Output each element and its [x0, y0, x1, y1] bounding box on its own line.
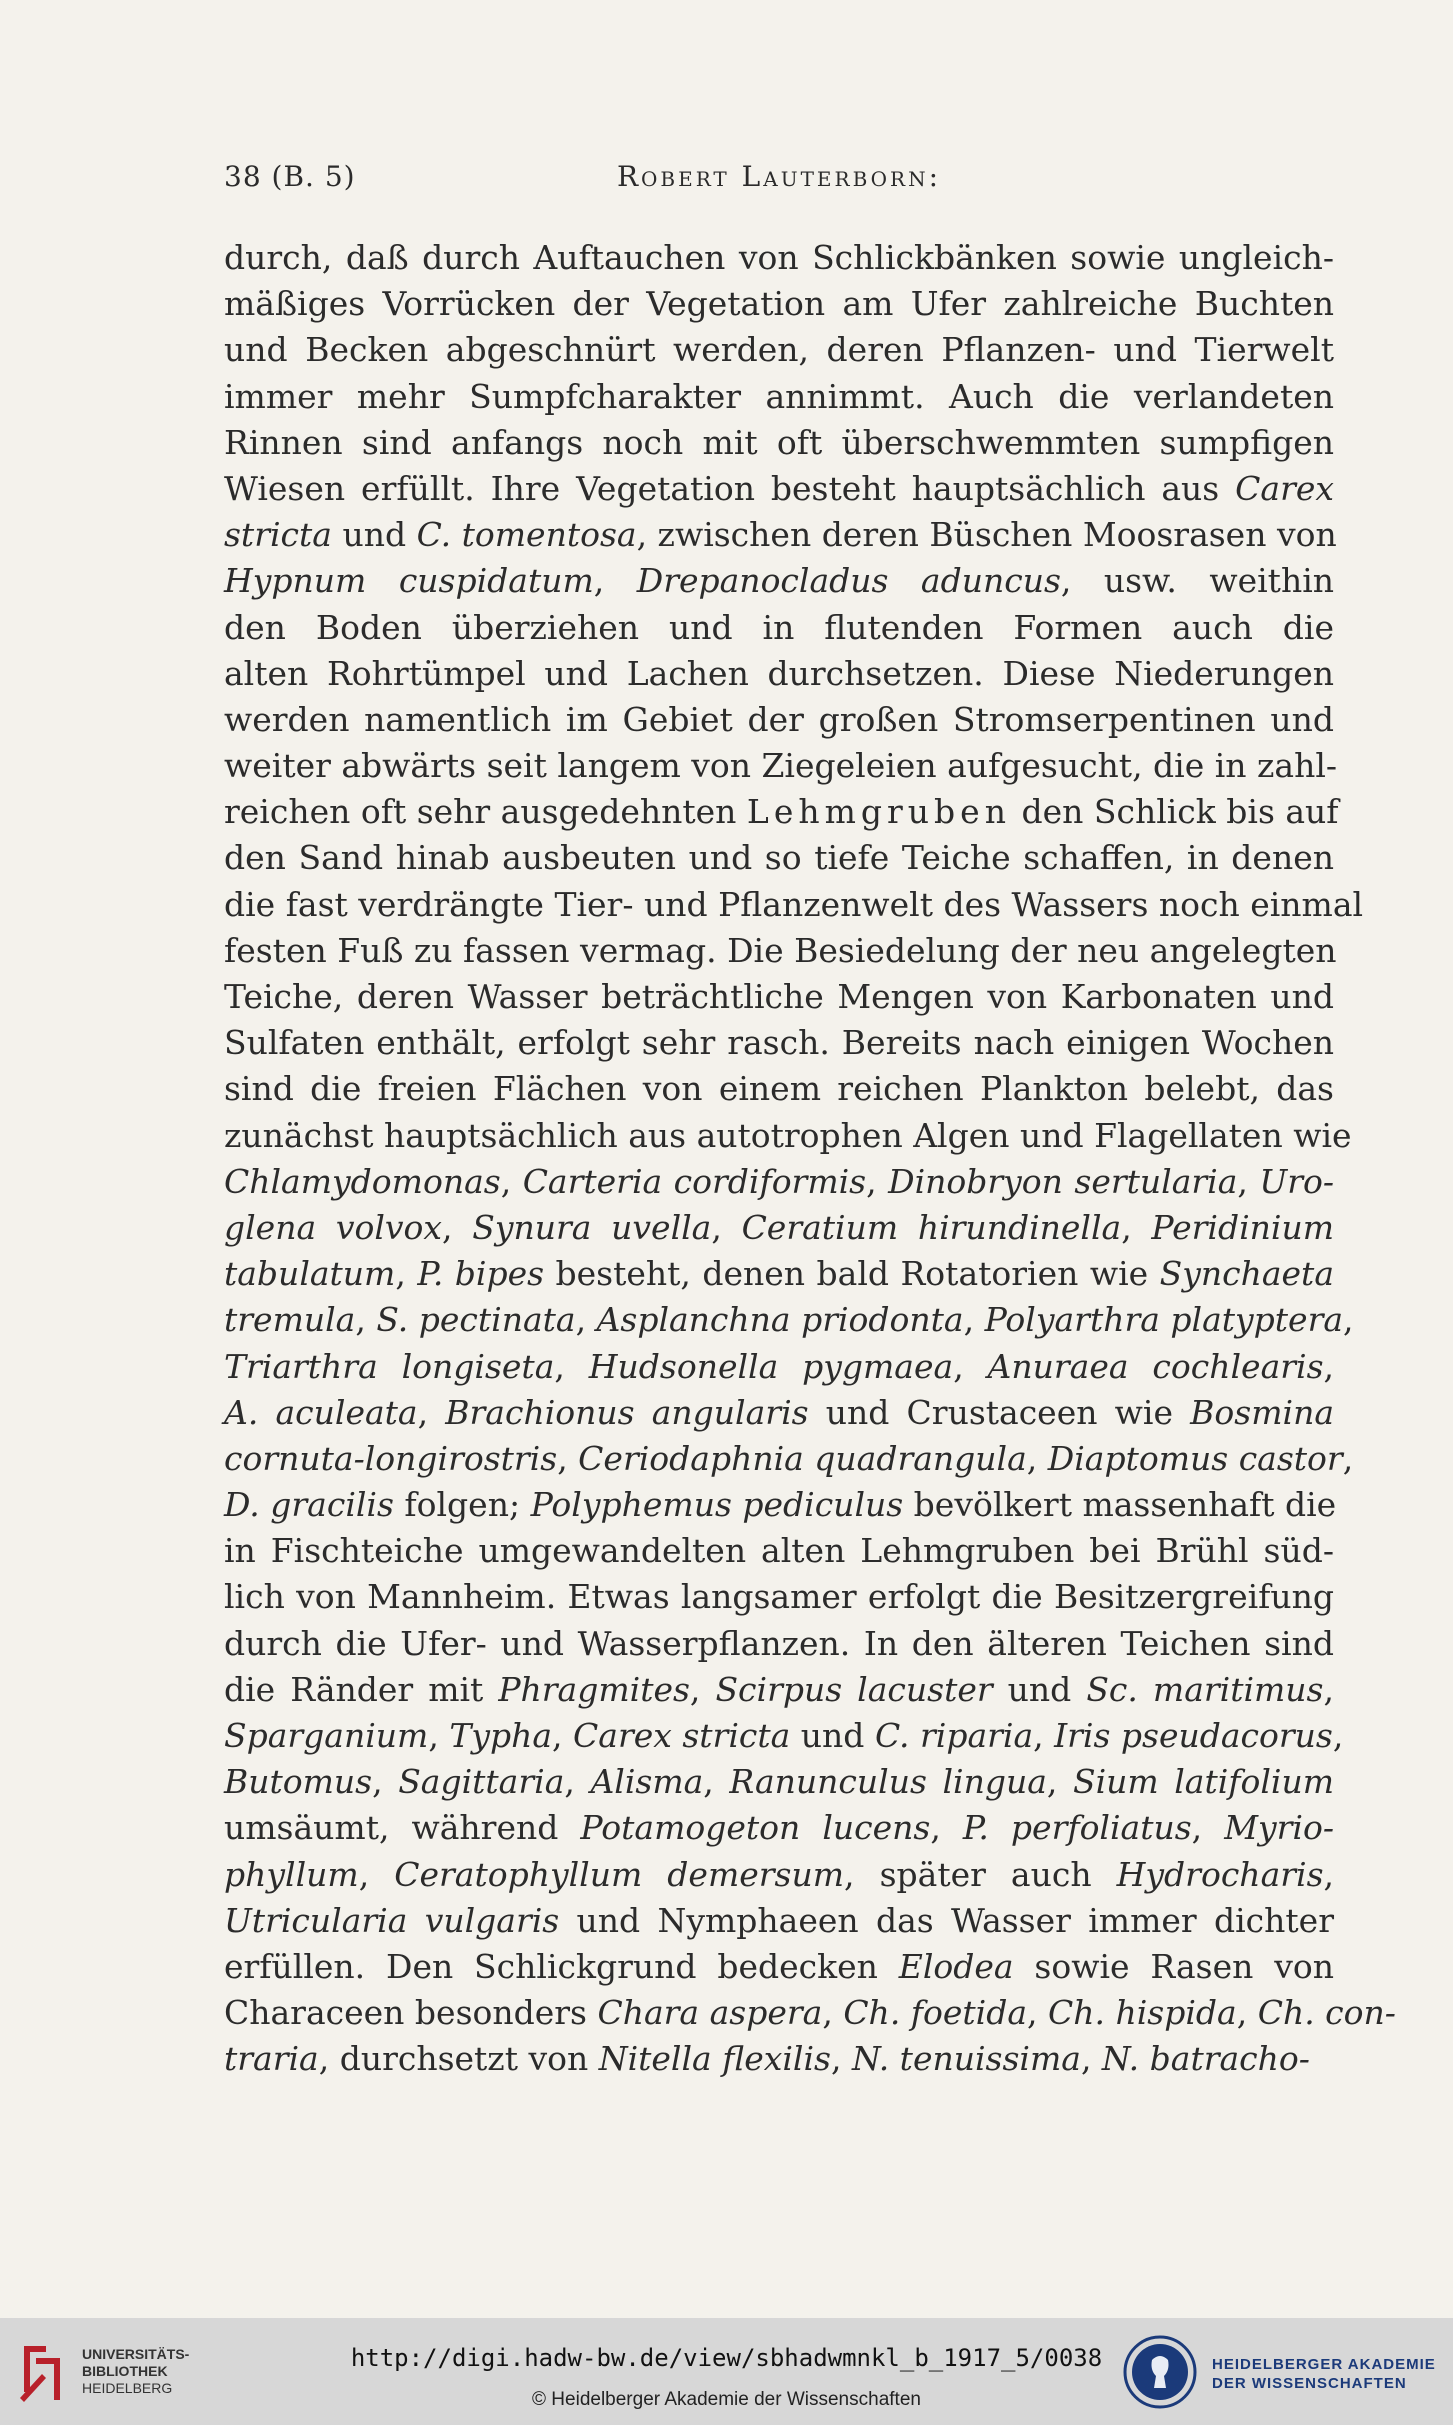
text-run: die fast verdrängte Tier- und Pflanzenwelt des Wassers noch einmal — [224, 884, 1364, 924]
text-run: , — [1191, 1808, 1225, 1848]
italic-species-name: Hydrocharis — [1116, 1854, 1324, 1894]
text-line — [224, 1944, 1334, 1990]
italic-species-name: S. pectinata — [376, 1300, 576, 1340]
text-run: , — [822, 1993, 844, 2033]
text-run: immer mehr Sumpfcharakter annimmt. Auch die verlandeten — [224, 376, 1334, 416]
italic-species-name: Brachionus angularis — [445, 1392, 809, 1432]
italic-species-name: Sc. maritimus — [1086, 1669, 1324, 1709]
italic-species-name: Ceratium hirundinella — [741, 1207, 1122, 1247]
text-line — [224, 1759, 1334, 1805]
text-line — [224, 1482, 1337, 1528]
italic-species-name: Peridinium — [1151, 1207, 1335, 1247]
italic-species-name: Hypnum cuspidatum — [224, 561, 594, 601]
text-line — [224, 789, 1339, 835]
text-run: , — [395, 1254, 418, 1294]
text-line — [224, 1436, 1354, 1482]
text-run: festen Fuß zu fassen vermag. Die Besiedelung der neu angelegten — [224, 930, 1337, 970]
text-line — [224, 605, 1334, 651]
text-line — [224, 420, 1334, 466]
text-run: , — [358, 1854, 395, 1894]
text-line — [224, 1713, 1344, 1759]
text-line — [224, 1205, 1334, 1251]
text-run: , — [1026, 1438, 1048, 1478]
text-run: , später auch — [844, 1854, 1117, 1894]
italic-species-name: Synura uvella — [472, 1207, 712, 1247]
text-run: den Boden überziehen und in flutenden Formen auch die — [224, 607, 1334, 647]
text-line — [224, 1344, 1334, 1390]
text-line — [224, 651, 1334, 697]
italic-species-name: phyllum — [224, 1854, 359, 1894]
text-line — [224, 466, 1334, 512]
italic-species-name: cornuta-longirostris — [224, 1438, 558, 1478]
text-line — [224, 281, 1334, 327]
text-line — [224, 1297, 1354, 1343]
text-line — [224, 1852, 1334, 1898]
text-run: , — [711, 1207, 742, 1247]
text-run: , — [1323, 1669, 1334, 1709]
spaced-emphasis: Lehmgruben — [746, 792, 1011, 832]
text-run: , — [953, 1346, 988, 1386]
italic-species-name: Sium latifolium — [1072, 1762, 1335, 1802]
text-run: , — [1332, 1716, 1344, 1755]
text-run: , — [500, 1161, 523, 1201]
text-run: , — [355, 1300, 377, 1340]
italic-species-name: Carteria cordiformis — [522, 1161, 867, 1201]
text-run: weiter abwärts seit langem von Ziegeleien aufgesucht, die in zahl- — [224, 746, 1338, 786]
academy-name — [1212, 2355, 1436, 2393]
italic-species-name: Polyphemus pediculus — [530, 1485, 904, 1525]
text-line — [224, 1621, 1334, 1667]
text-run: , — [1323, 1346, 1335, 1386]
italic-species-name: Triarthra longiseta — [224, 1346, 555, 1386]
italic-species-name: Carex — [1235, 468, 1334, 508]
text-line — [224, 974, 1334, 1020]
text-run: , — [1343, 1300, 1354, 1340]
text-run: , — [1236, 1993, 1258, 2033]
text-line — [224, 327, 1334, 373]
text-line — [224, 1574, 1334, 1620]
text-run: , — [689, 1669, 716, 1709]
text-run: und — [992, 1669, 1087, 1709]
text-run: , — [1027, 1993, 1049, 2033]
permalink-url[interactable]: http://digi.hadw-bw.de/view/sbhadwmnkl_b_1917_5/0038 — [350, 2344, 1103, 2372]
text-run: Teiche, deren Wasser beträchtliche Mengen von Karbonaten und — [224, 977, 1334, 1016]
text-line — [224, 1020, 1334, 1066]
text-run: , durchsetzt von — [318, 2039, 599, 2079]
text-run: , — [428, 1716, 450, 1755]
text-line — [224, 1528, 1334, 1574]
text-run: mäßiges Vorrücken der Vegetation am Ufer zahlreiche Buchten — [224, 284, 1334, 324]
text-run: , — [703, 1762, 730, 1802]
italic-species-name: Diaptomus castor — [1047, 1438, 1343, 1478]
italic-species-name: Dinobryon sertularia — [888, 1161, 1238, 1201]
italic-species-name: P. perfoliatus — [962, 1808, 1192, 1848]
text-run: Characeen besonders — [224, 1993, 598, 2033]
italic-species-name: Ceriodaphnia quadrangula — [578, 1438, 1027, 1478]
text-line — [224, 743, 1338, 789]
text-run: , usw. weithin — [1060, 561, 1334, 601]
text-run: den Schlick bis auf — [1010, 792, 1339, 832]
italic-species-name: Alisma — [590, 1762, 704, 1802]
academy-seal-icon — [1122, 2334, 1198, 2410]
text-line — [224, 558, 1334, 604]
text-run: in Fischteiche umgewandelten alten Lehmgruben bei Brühl süd- — [224, 1531, 1334, 1571]
text-run: folgen; — [393, 1485, 531, 1525]
italic-species-name: traria — [224, 2039, 319, 2079]
italic-species-name: Butomus — [224, 1762, 373, 1802]
text-run: , — [830, 2039, 852, 2079]
text-line — [224, 374, 1334, 420]
text-run: , — [866, 1161, 889, 1201]
library-name-line: BIBLIOTHEK — [82, 2363, 168, 2379]
text-run: erfüllen. Den Schlickgrund bedecken — [224, 1946, 899, 1986]
italic-species-name: Iris pseudacorus — [1054, 1716, 1333, 1755]
text-run: , — [930, 1808, 963, 1848]
italic-species-name: Scirpus lacuster — [715, 1669, 993, 1709]
text-run: , — [1323, 1854, 1335, 1894]
page-number: 38 (B. 5) — [224, 160, 356, 193]
italic-species-name: tremula — [224, 1300, 356, 1340]
running-head — [224, 160, 1334, 200]
text-line — [224, 1898, 1334, 1944]
text-run: sowie Rasen von — [1013, 1946, 1334, 1986]
text-run: , — [442, 1207, 473, 1247]
italic-species-name: Carex stricta — [573, 1716, 791, 1755]
library-name-line: HEIDELBERG — [82, 2380, 173, 2396]
text-run: Wiesen erfüllt. Ihre Vegetation besteht hauptsächlich aus — [224, 468, 1236, 508]
text-run: , — [372, 1762, 399, 1802]
text-run: , — [564, 1762, 591, 1802]
text-line — [224, 512, 1337, 558]
italic-species-name: Typha — [449, 1716, 553, 1755]
italic-species-name: Ch. con- — [1257, 1993, 1396, 2033]
text-line — [224, 235, 1334, 281]
text-run: durch die Ufer- und Wasserpflanzen. In den älteren Teichen sind — [224, 1623, 1334, 1663]
text-line — [224, 1066, 1334, 1112]
text-run: den Sand hinab ausbeuten und so tiefe Teiche schaffen, in denen — [224, 838, 1334, 878]
text-run: , — [1033, 1716, 1055, 1755]
italic-species-name: Chlamydomonas — [224, 1161, 501, 1201]
text-line — [224, 835, 1334, 881]
italic-species-name: P. bipes — [417, 1254, 545, 1294]
text-run: werden namentlich im Gebiet der großen Stromserpentinen und — [224, 699, 1334, 739]
italic-species-name: C. riparia — [874, 1716, 1034, 1755]
italic-species-name: Potamogeton lucens — [580, 1808, 931, 1848]
italic-species-name: A. aculeata — [224, 1392, 418, 1432]
text-run: sind die freien Flächen von einem reichen Plankton belebt, das — [224, 1069, 1334, 1109]
italic-species-name: Hudsonella pygmaea — [588, 1346, 954, 1386]
italic-species-name: Elodea — [898, 1946, 1014, 1986]
italic-species-name: N. batracho- — [1101, 2039, 1310, 2079]
italic-species-name: Drepanocladus aduncus — [636, 561, 1061, 601]
italic-species-name: stricta — [224, 515, 332, 555]
text-line — [224, 1805, 1334, 1851]
text-run: und Crustaceen wie — [808, 1392, 1191, 1432]
italic-species-name: C. tomentosa — [416, 515, 637, 555]
italic-species-name: Synchaeta — [1159, 1254, 1334, 1294]
academy-name-line: DER WISSENSCHAFTEN — [1212, 2375, 1407, 2392]
body-text — [224, 235, 1396, 2083]
footer-bar — [0, 2318, 1453, 2425]
italic-species-name: Sagittaria — [398, 1762, 565, 1802]
text-run: , — [1121, 1207, 1152, 1247]
text-run: Sulfaten enthält, erfolgt sehr rasch. Bereits nach einigen Wochen — [224, 1023, 1334, 1063]
text-line — [224, 882, 1364, 928]
italic-species-name: Sparganium — [224, 1716, 429, 1755]
italic-species-name: Uro- — [1259, 1161, 1335, 1201]
text-line — [224, 1667, 1334, 1713]
italic-species-name: Nitella flexilis — [598, 2039, 831, 2079]
text-line — [224, 697, 1334, 743]
text-run: , — [575, 1300, 597, 1340]
text-run: , — [593, 561, 637, 601]
text-run: , — [1342, 1438, 1354, 1478]
italic-species-name: tabulatum — [224, 1254, 396, 1294]
text-line — [224, 1390, 1334, 1436]
text-run: umsäumt, während — [224, 1808, 581, 1848]
text-run: die Ränder mit — [224, 1669, 499, 1709]
text-run: zunächst hauptsächlich aus autotrophen Algen und Flagellaten wie — [224, 1115, 1352, 1155]
text-run: Rinnen sind anfangs noch mit oft überschwemmten sumpfigen — [224, 422, 1334, 462]
copyright-notice: © Heidelberger Akademie der Wissenschaften — [532, 2389, 921, 2410]
running-head-author: Robert Lauterborn: — [616, 160, 942, 193]
italic-species-name: Asplanchna priodonta — [596, 1300, 964, 1340]
text-run: , — [963, 1300, 985, 1340]
italic-species-name: Ceratophyllum demersum — [394, 1854, 845, 1894]
text-run: bevölkert massenhaft die — [903, 1485, 1337, 1525]
italic-species-name: glena volvox — [224, 1207, 443, 1247]
text-line — [224, 1113, 1352, 1159]
italic-species-name: Polyarthra platyptera — [984, 1300, 1344, 1340]
text-line — [224, 2036, 1334, 2082]
text-run: und Becken abgeschnürt werden, deren Pflanzen- und Tierwelt — [224, 330, 1334, 370]
italic-species-name: Myrio- — [1224, 1808, 1334, 1848]
text-run: durch, daß durch Auftauchen von Schlickbänken sowie ungleich- — [224, 238, 1334, 277]
text-run: , — [1080, 2039, 1102, 2079]
italic-species-name: Chara aspera — [597, 1993, 823, 2033]
text-line — [224, 928, 1337, 974]
italic-species-name: Anuraea cochlearis — [987, 1346, 1324, 1386]
text-run: und Nymphaeen das Wasser immer dichter — [559, 1900, 1334, 1940]
italic-species-name: Utricularia vulgaris — [224, 1900, 560, 1940]
text-run: , — [557, 1438, 579, 1478]
academy-name-line: HEIDELBERGER AKADEMIE — [1212, 2356, 1436, 2373]
italic-species-name: Bosmina — [1190, 1392, 1334, 1432]
text-run: , — [552, 1716, 574, 1755]
text-run: , zwischen deren Büschen Moosrasen von — [636, 515, 1337, 555]
italic-species-name: Ch. foetida — [843, 1993, 1028, 2033]
text-run: alten Rohrtümpel und Lachen durchsetzen. Diese Niederungen — [224, 653, 1334, 693]
italic-species-name: N. tenuissima — [851, 2039, 1081, 2079]
italic-species-name: Ranunculus lingua — [729, 1762, 1047, 1802]
italic-species-name: Phragmites — [498, 1669, 690, 1709]
text-run: lich von Mannheim. Etwas langsamer erfolgt die Besitzergreifung — [224, 1577, 1334, 1617]
text-run: und — [331, 515, 417, 555]
italic-species-name: D. gracilis — [224, 1485, 394, 1525]
text-run: , — [554, 1346, 589, 1386]
text-run: , — [1237, 1161, 1260, 1201]
italic-species-name: Ch. hispida — [1048, 1993, 1237, 2033]
text-run: und — [790, 1716, 875, 1755]
library-name-line: UNIVERSITÄTS- — [82, 2346, 190, 2362]
text-line — [224, 1251, 1334, 1297]
text-run: reichen oft sehr ausgedehnten — [224, 792, 747, 832]
text-line — [224, 1990, 1396, 2036]
text-run: , — [417, 1392, 446, 1432]
text-run: , — [1046, 1762, 1073, 1802]
text-line — [224, 1159, 1334, 1205]
text-run: besteht, denen bald Rotatorien wie — [544, 1254, 1160, 1294]
